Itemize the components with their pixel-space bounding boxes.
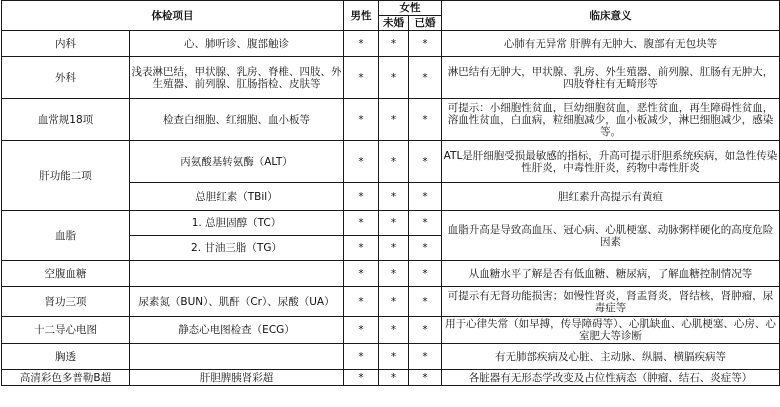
unmarried-mark: * [379, 236, 409, 261]
unmarried-mark: * [379, 99, 409, 141]
row-detail [130, 344, 344, 370]
male-mark: * [344, 57, 379, 99]
row-category: 十二导心电图 [2, 317, 130, 344]
row-meaning: 各脏器有无形态学改变及占位性病态（肿瘤、结石、炎症等） [442, 370, 780, 386]
checkup-table [1, 0, 780, 386]
table-row [2, 370, 780, 386]
row-detail: 丙氨酸基转氨酶（ALT） [130, 141, 344, 183]
row-meaning: 淋巴结有无肿大，甲状腺、乳房、外生殖器、前列腺、肛肠有无肿大，四肢脊柱有无畸形等 [442, 57, 780, 99]
table-row [2, 99, 780, 141]
unmarried-mark: * [379, 370, 409, 386]
married-mark: * [409, 183, 442, 211]
married-mark: * [409, 99, 442, 141]
row-detail: 总胆红素（TBil） [130, 183, 344, 211]
married-mark: * [409, 236, 442, 261]
row-category: 内科 [2, 31, 130, 57]
header-item: 体检项目 [2, 1, 344, 31]
married-mark: * [409, 57, 442, 99]
row-meaning: 胆红素升高提示有黄疸 [442, 183, 780, 211]
male-mark: * [344, 261, 379, 287]
header-married: 已婚 [409, 16, 442, 31]
unmarried-mark: * [379, 317, 409, 344]
male-mark: * [344, 183, 379, 211]
row-meaning: 用于心律失常（如早搏，传导障碍等）、心肌缺血、心肌梗塞、心房、心室肥大等诊断 [442, 317, 780, 344]
married-mark: * [409, 344, 442, 370]
row-detail: 尿素氮（BUN）、肌酐（Cr）、尿酸（UA） [130, 287, 344, 317]
row-category: 空腹血糖 [2, 261, 130, 287]
male-mark: * [344, 370, 379, 386]
row-meaning: 血脂升高是导致高血压、冠心病、心肌梗塞、动脉粥样硬化的高度危险因素 [442, 211, 780, 261]
table-row [2, 287, 780, 317]
row-detail: 肝胆脾胰肾彩超 [130, 370, 344, 386]
row-meaning: 有无肺部疾病及心脏、主动脉、纵膈、横膈疾病等 [442, 344, 780, 370]
table-row [2, 261, 780, 287]
unmarried-mark: * [379, 211, 409, 236]
row-category: 高清彩色多普勒B超 [2, 370, 130, 386]
row-detail: 心、肺听诊、腹部触诊 [130, 31, 344, 57]
male-mark: * [344, 211, 379, 236]
unmarried-mark: * [379, 141, 409, 183]
married-mark: * [409, 317, 442, 344]
header-male: 男性 [344, 1, 379, 31]
unmarried-mark: * [379, 261, 409, 287]
male-mark: * [344, 317, 379, 344]
table-row [2, 211, 780, 236]
married-mark: * [409, 211, 442, 236]
table-row [2, 317, 780, 344]
male-mark: * [344, 31, 379, 57]
male-mark: * [344, 236, 379, 261]
row-detail: 1. 总胆固醇（TC） [130, 211, 344, 236]
row-meaning: 心肺有无异常 肝脾有无肿大、腹部有无包块等 [442, 31, 780, 57]
table-row [2, 31, 780, 57]
married-mark: * [409, 287, 442, 317]
male-mark: * [344, 141, 379, 183]
married-mark: * [409, 31, 442, 57]
unmarried-mark: * [379, 183, 409, 211]
row-category: 血常规18项 [2, 99, 130, 141]
row-category: 肾功三项 [2, 287, 130, 317]
row-detail: 检查白细胞、红细胞、血小板等 [130, 99, 344, 141]
header-female: 女性 [379, 1, 442, 16]
unmarried-mark: * [379, 57, 409, 99]
header-unmarried: 未婚 [379, 16, 409, 31]
unmarried-mark: * [379, 287, 409, 317]
row-detail [130, 261, 344, 287]
row-meaning: 可提示：小细胞性贫血，巨幼细胞贫血，恶性贫血，再生障碍性贫血，溶血性贫血，白血病，粒细胞减少，血小板减少，淋巴细胞减少，感染等。 [442, 99, 780, 141]
table-row [2, 57, 780, 99]
row-category: 血脂 [2, 211, 130, 261]
row-detail: 静态心电图检查（ECG） [130, 317, 344, 344]
married-mark: * [409, 370, 442, 386]
married-mark: * [409, 261, 442, 287]
table-row [2, 344, 780, 370]
male-mark: * [344, 344, 379, 370]
married-mark: * [409, 141, 442, 183]
male-mark: * [344, 287, 379, 317]
header-meaning: 临床意义 [442, 1, 780, 31]
row-category: 外科 [2, 57, 130, 99]
unmarried-mark: * [379, 344, 409, 370]
row-detail: 浅表淋巴结，甲状腺、乳房、脊椎、四肢、外生殖器、前列腺、肛肠指检、皮肤等 [130, 57, 344, 99]
row-meaning: 可提示有无肾功能损害；如慢性肾炎，肾盂肾炎，肾结核，肾肿瘤，尿毒症等 [442, 287, 780, 317]
row-category: 肝功能二项 [2, 141, 130, 211]
unmarried-mark: * [379, 31, 409, 57]
row-meaning: 从血糖水平了解是否有低血糖、糖尿病，了解血糖控制情况等 [442, 261, 780, 287]
row-detail: 2. 甘油三脂（TG） [130, 236, 344, 261]
row-meaning: ATL是肝细胞受损最敏感的指标，升高可提示肝胆系统疾病，如急性传染性肝炎，中毒性肝炎，药物中毒性肝炎 [442, 141, 780, 183]
male-mark: * [344, 99, 379, 141]
table-row [2, 141, 780, 183]
row-category: 胸透 [2, 344, 130, 370]
